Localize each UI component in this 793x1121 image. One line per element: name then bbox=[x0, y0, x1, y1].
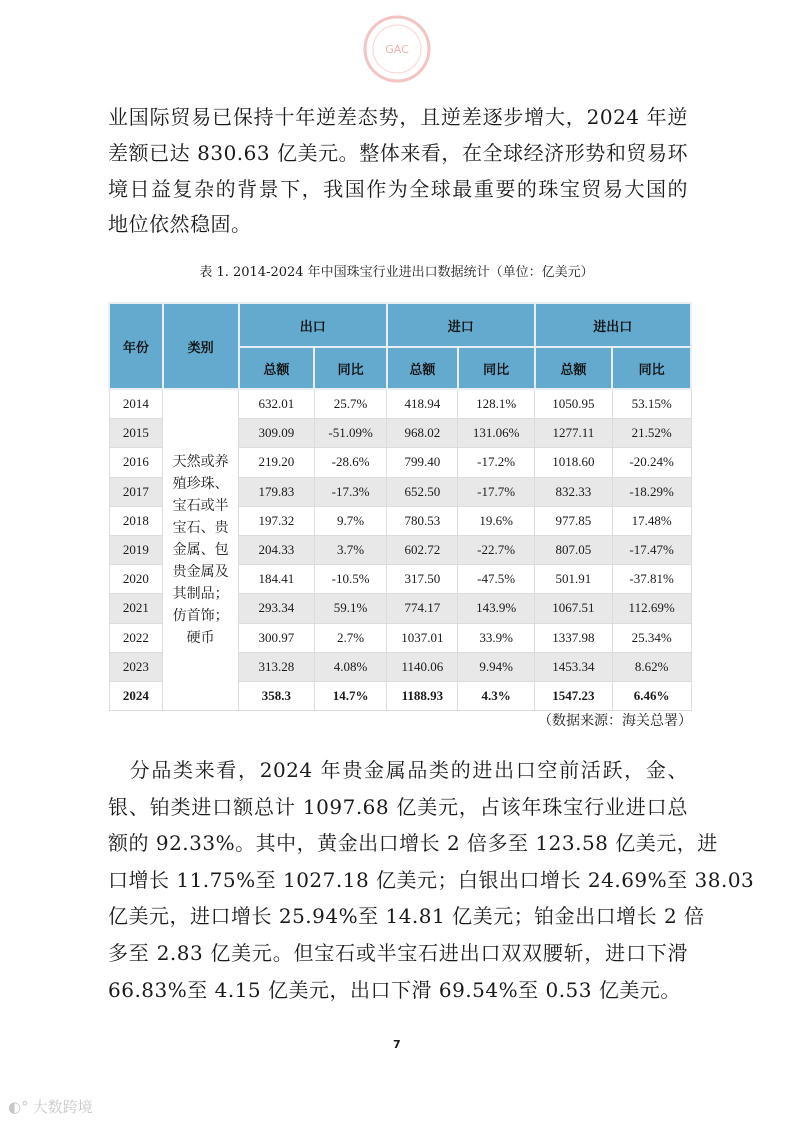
text-line: 66.83%至 4.15 亿美元，出口下滑 69.54%至 0.53 亿美元。 bbox=[108, 977, 681, 1002]
value-cell: 143.9% bbox=[458, 594, 535, 623]
svg-text:GAC: GAC bbox=[385, 43, 409, 56]
value-cell: 1453.34 bbox=[535, 652, 613, 681]
value-cell: -22.7% bbox=[458, 535, 535, 564]
value-cell: 977.85 bbox=[535, 506, 613, 535]
value-cell: 25.34% bbox=[612, 623, 691, 652]
text-line: 银、铂类进口额总计 1097.68 亿美元，占该年珠宝行业进口总 bbox=[108, 794, 688, 819]
value-cell: 9.7% bbox=[314, 506, 387, 535]
value-cell: 53.15% bbox=[612, 389, 691, 419]
value-cell: 33.9% bbox=[458, 623, 535, 652]
value-cell: 6.46% bbox=[612, 681, 691, 710]
year-cell: 2023 bbox=[109, 652, 163, 681]
value-cell: -17.7% bbox=[458, 477, 535, 506]
value-cell: 4.3% bbox=[458, 681, 535, 710]
jewelry-trade-table bbox=[108, 302, 692, 711]
year-cell: 2017 bbox=[109, 477, 163, 506]
year-cell: 2019 bbox=[109, 535, 163, 564]
value-cell: 602.72 bbox=[387, 535, 458, 564]
value-cell: 1140.06 bbox=[387, 652, 458, 681]
data-source-note: （数据来源：海关总署） bbox=[538, 713, 692, 729]
header-amount: 总额 bbox=[239, 347, 315, 389]
watermark bbox=[8, 1096, 93, 1117]
page-number: 7 bbox=[393, 1038, 401, 1051]
value-cell: 807.05 bbox=[535, 535, 613, 564]
value-cell: 1067.51 bbox=[535, 594, 613, 623]
value-cell: -17.47% bbox=[612, 535, 691, 564]
value-cell: -20.24% bbox=[612, 448, 691, 477]
value-cell: 1337.98 bbox=[535, 623, 613, 652]
value-cell: 17.48% bbox=[612, 506, 691, 535]
value-cell: -28.6% bbox=[314, 448, 387, 477]
value-cell: 300.97 bbox=[239, 623, 315, 652]
year-cell: 2015 bbox=[109, 419, 163, 448]
value-cell: 1050.95 bbox=[535, 389, 613, 419]
value-cell: -17.2% bbox=[458, 448, 535, 477]
year-cell: 2021 bbox=[109, 594, 163, 623]
value-cell: -37.81% bbox=[612, 565, 691, 594]
header-category: 类别 bbox=[163, 303, 239, 389]
value-cell: 313.28 bbox=[239, 652, 315, 681]
value-cell: 4.08% bbox=[314, 652, 387, 681]
text-line: 分品类来看，2024 年贵金属品类的进出口空前活跃，金、 bbox=[108, 758, 688, 782]
year-cell: 2024 bbox=[109, 681, 163, 710]
header-import: 进口 bbox=[387, 303, 535, 347]
text-line: 差额已达 830.63 亿美元。整体来看，在全球经济形势和贸易环 bbox=[108, 140, 688, 165]
value-cell: 632.01 bbox=[239, 389, 315, 419]
text-line: 多至 2.83 亿美元。但宝石或半宝石进出口双双腰斩，进口下滑 bbox=[108, 941, 688, 965]
value-cell: 179.83 bbox=[239, 477, 315, 506]
value-cell: 1037.01 bbox=[387, 623, 458, 652]
text-line: 地位依然稳固。 bbox=[108, 212, 252, 237]
value-cell: 1277.11 bbox=[535, 419, 613, 448]
value-cell: -17.3% bbox=[314, 477, 387, 506]
category-cell: 天然或养殖珍珠、宝石或半宝石、贵金属、包贵金属及其制品；仿首饰；硬币 bbox=[163, 389, 239, 711]
value-cell: 780.53 bbox=[387, 506, 458, 535]
header-yoy: 同比 bbox=[314, 347, 387, 389]
value-cell: 774.17 bbox=[387, 594, 458, 623]
year-cell: 2014 bbox=[109, 389, 163, 419]
value-cell: 8.62% bbox=[612, 652, 691, 681]
text-line: 境日益复杂的背景下，我国作为全球最重要的珠宝贸易大国的 bbox=[108, 176, 688, 201]
value-cell: 131.06% bbox=[458, 419, 535, 448]
value-cell: 59.1% bbox=[314, 594, 387, 623]
value-cell: -10.5% bbox=[314, 565, 387, 594]
value-cell: 9.94% bbox=[458, 652, 535, 681]
value-cell: 1188.93 bbox=[387, 681, 458, 710]
text-line: 口增长 11.75%至 1027.18 亿美元；白银出口增长 24.69%至 38.03 bbox=[108, 867, 755, 892]
year-cell: 2018 bbox=[109, 506, 163, 535]
value-cell: 2.7% bbox=[314, 623, 387, 652]
header-total: 进出口 bbox=[535, 303, 692, 347]
value-cell: 309.09 bbox=[239, 419, 315, 448]
value-cell: 128.1% bbox=[458, 389, 535, 419]
header-yoy: 同比 bbox=[458, 347, 535, 389]
header-amount: 总额 bbox=[387, 347, 458, 389]
header-export: 出口 bbox=[239, 303, 387, 347]
value-cell: 19.6% bbox=[458, 506, 535, 535]
watermark-logo-icon: ◐° bbox=[8, 1097, 29, 1116]
year-cell: 2022 bbox=[109, 623, 163, 652]
value-cell: 358.3 bbox=[239, 681, 315, 710]
header-year: 年份 bbox=[109, 303, 163, 389]
value-cell: 418.94 bbox=[387, 389, 458, 419]
value-cell: 25.7% bbox=[314, 389, 387, 419]
value-cell: 317.50 bbox=[387, 565, 458, 594]
text-line: 亿美元，进口增长 25.94%至 14.81 亿美元；铂金出口增长 2 倍 bbox=[108, 904, 705, 929]
value-cell: 21.52% bbox=[612, 419, 691, 448]
table-row bbox=[109, 389, 691, 419]
value-cell: 968.02 bbox=[387, 419, 458, 448]
value-cell: 799.40 bbox=[387, 448, 458, 477]
value-cell: 3.7% bbox=[314, 535, 387, 564]
value-cell: 184.41 bbox=[239, 565, 315, 594]
value-cell: 832.33 bbox=[535, 477, 613, 506]
header-yoy: 同比 bbox=[612, 347, 691, 389]
table-caption: 表 1. 2014-2024 年中国珠宝行业进出口数据统计（单位：亿美元） bbox=[199, 265, 594, 280]
value-cell: -47.5% bbox=[458, 565, 535, 594]
value-cell: 219.20 bbox=[239, 448, 315, 477]
header-amount: 总额 bbox=[535, 347, 613, 389]
value-cell: 112.69% bbox=[612, 594, 691, 623]
value-cell: -51.09% bbox=[314, 419, 387, 448]
value-cell: 1547.23 bbox=[535, 681, 613, 710]
year-cell: 2020 bbox=[109, 565, 163, 594]
year-cell: 2016 bbox=[109, 448, 163, 477]
text-line: 业国际贸易已保持十年逆差态势，且逆差逐步增大，2024 年逆 bbox=[108, 105, 688, 129]
value-cell: 197.32 bbox=[239, 506, 315, 535]
value-cell: 293.34 bbox=[239, 594, 315, 623]
organization-seal-logo bbox=[362, 14, 432, 84]
value-cell: 1018.60 bbox=[535, 448, 613, 477]
text-line: 额的 92.33%。其中，黄金出口增长 2 倍多至 123.58 亿美元，进 bbox=[108, 831, 718, 856]
value-cell: 501.91 bbox=[535, 565, 613, 594]
watermark-text: 大数跨境 bbox=[32, 1098, 93, 1116]
value-cell: 652.50 bbox=[387, 477, 458, 506]
value-cell: 14.7% bbox=[314, 681, 387, 710]
value-cell: 204.33 bbox=[239, 535, 315, 564]
value-cell: -18.29% bbox=[612, 477, 691, 506]
